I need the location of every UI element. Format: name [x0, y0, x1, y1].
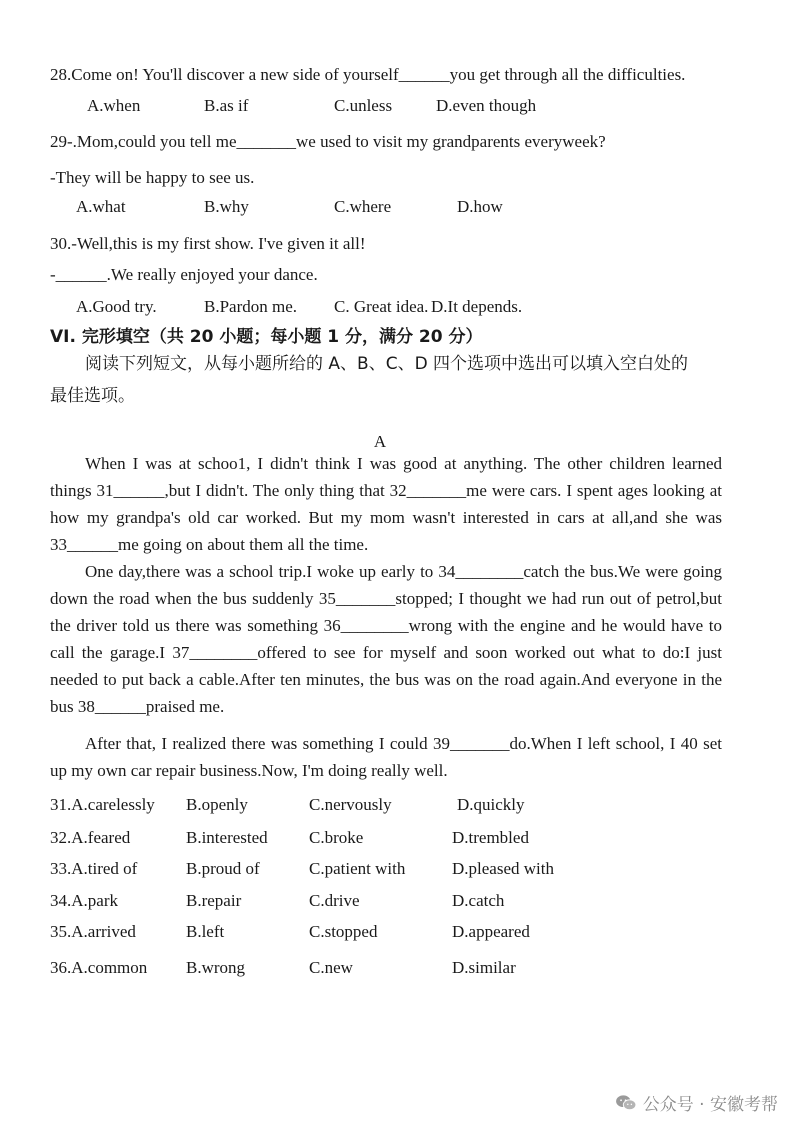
option: D.It depends. [431, 297, 523, 316]
option: 33.A.tired of [50, 859, 138, 878]
passage-paragraph: One day,there was a school trip.I woke up early to 34________catch the bus.We were going down the road when the bus suddenly 35_______stopped; I thought we had run out of petrol,but the driver told us there was something 36________wrong with the engine and he would have to call the garage.I 37________offered to see for myself and soon worked out what to do:I just needed to put back a cable.After ten minutes, the bus was on the road again.And everyone in the bus 38______praised me. [50, 562, 722, 716]
question-30-reply: -______.We really enjoyed your dance. [50, 265, 318, 284]
option: C.drive [309, 891, 360, 910]
option: D.even though [436, 96, 537, 115]
option: B.why [204, 197, 249, 216]
option: C.where [334, 197, 392, 216]
question-29-stem: 29-.Mom,could you tell me_______we used to visit my grandparents everyweek? [50, 132, 606, 151]
passage-body [50, 450, 722, 784]
option: B.wrong [186, 958, 246, 977]
section-instruction-cont: 最佳选项。 [50, 386, 135, 406]
option: 35.A.arrived [50, 922, 136, 941]
passage-title: A [373, 432, 387, 451]
option: B.as if [204, 96, 249, 115]
option: C.broke [309, 828, 364, 847]
option: A.when [87, 96, 141, 115]
option: C. Great idea. [334, 297, 429, 316]
option: 36.A.common [50, 958, 148, 977]
passage-paragraph: When I was at schoo1, I didn't think I was good at anything. The other children learned things 31______,but I didn't. The only thing that 32_______me were cars. I spent ages looking at how my grandpa's old car worked. But my mom wasn't interested in cars at all,and she was 33______me going on about them all the time. [50, 454, 722, 554]
watermark-text: 公众号 · 安徽考帮 [642, 1095, 778, 1115]
question-29-reply: -They will be happy to see us. [50, 168, 255, 187]
option: D.catch [452, 891, 505, 910]
option: C.new [309, 958, 353, 977]
section-heading: VI. 完形填空（共 20 小题；每小题 1 分，满分 20 分） [50, 327, 483, 347]
option: 32.A.feared [50, 828, 131, 847]
option: A.Good try. [76, 297, 157, 316]
option: D.similar [452, 958, 516, 977]
option: 31.A.carelessly [50, 795, 155, 814]
option: B.interested [186, 828, 268, 847]
option: B.left [186, 922, 225, 941]
option: D.how [457, 197, 503, 216]
wechat-icon [615, 1094, 637, 1112]
option: C.patient with [309, 859, 406, 878]
option: C.unless [334, 96, 393, 115]
question-28-stem: 28.Come on! You'll discover a new side of yourself______you get through all the difficulties. [50, 65, 686, 84]
option: A.what [76, 197, 126, 216]
option: D.pleased with [452, 859, 554, 878]
option: B.Pardon me. [204, 297, 298, 316]
option: D.quickly [457, 795, 525, 814]
option: B.openly [186, 795, 248, 814]
option: C.stopped [309, 922, 378, 941]
watermark [615, 1090, 778, 1115]
option: D.appeared [452, 922, 530, 941]
option: D.trembled [452, 828, 529, 847]
option: B.repair [186, 891, 242, 910]
option: B.proud of [186, 859, 260, 878]
option: C.nervously [309, 795, 392, 814]
section-instruction: 阅读下列短文，从每小题所给的 A、B、C、D 四个选项中选出可以填入空白处的 [85, 354, 689, 374]
passage-paragraph: After that, I realized there was something I could 39_______do.When I left school, I 40 set up my own car repair business.Now, I'm doing really well. [50, 734, 722, 780]
question-30-stem: 30.-Well,this is my first show. I've given it all! [50, 234, 366, 253]
option: 34.A.park [50, 891, 118, 910]
